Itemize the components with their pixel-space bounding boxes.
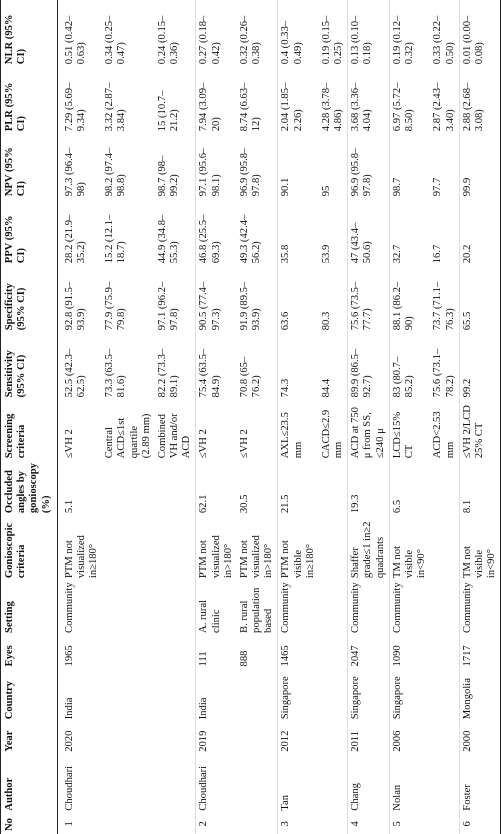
cell-sensitivity: 74.3 <box>280 378 292 398</box>
cell-year: 2019 <box>198 730 210 752</box>
cell-screening-criteria: ACD<2.53 mm <box>430 400 459 461</box>
cell-plr: 3.68 (3.36–4.04) <box>348 67 390 134</box>
cell-ppv: 44.9 (34.8–55.3) <box>155 199 196 266</box>
cell-npv: 97.3 (96.4–98) <box>63 147 87 197</box>
cell-npv: 99.9 <box>459 134 501 199</box>
cell-nlr: 0.19 (0.15–0.25) <box>319 0 348 67</box>
cell-screening-criteria: Central ACD≤1st quartile (2.89 mm) <box>104 413 152 459</box>
cell-sensitivity: 52.5 (42.3–62.5) <box>63 348 87 398</box>
cell-specificity: 97.1 (96.2–97.8) <box>155 266 196 333</box>
cell-npv: 97.7 <box>430 134 459 199</box>
cell-setting: Community <box>459 581 501 636</box>
cell-nlr: 0.32 (0.26–0.38) <box>237 0 278 67</box>
column-header-ppv: PPV (95% CI) <box>1 199 58 266</box>
cell-nlr: 0.33 (0.22–0.50) <box>430 0 459 67</box>
cell-setting: Community <box>348 581 390 636</box>
cell-setting: A. rural clinic <box>198 600 222 633</box>
cell-nlr: 0.34 (0.25–0.47) <box>104 15 128 65</box>
cell-ppv: 16.7 <box>430 199 459 266</box>
cell-setting: Community <box>391 582 403 633</box>
cell-sensitivity: 99.2 <box>459 333 501 400</box>
cell-setting <box>102 581 155 636</box>
cell-ppv: 15.2 (12.1–18.7) <box>104 214 128 264</box>
cell-gonioscopic-criteria: PTM not visualized in>180° <box>198 535 234 579</box>
cell-no: 2 <box>198 821 210 827</box>
cell-screening-criteria: ≤VH 2 <box>237 400 278 461</box>
cell-sensitivity: 70.8 (65–76.2) <box>237 333 278 400</box>
table-body <box>57 0 501 834</box>
cell-occluded-angles: 21.5 <box>280 494 292 514</box>
cell-occluded-angles <box>430 461 459 516</box>
cell-year <box>155 722 196 755</box>
cell-eyes: 1965 <box>63 645 75 667</box>
cell-gonioscopic-criteria <box>319 516 348 581</box>
cell-country <box>319 669 348 722</box>
cell-screening-criteria: ≤VH 2/LCD 25% CT <box>459 400 501 461</box>
cell-gonioscopic-criteria: TM not visible in<90° <box>391 546 428 579</box>
cell-nlr: 0.19 (0.12–0.32) <box>391 15 415 65</box>
cell-no <box>155 814 196 834</box>
cell-author <box>430 755 459 814</box>
cell-country <box>102 669 155 722</box>
cell-screening-criteria: ≤VH 2 <box>198 429 210 459</box>
cell-ppv: 47 (43.4–50.6) <box>348 199 390 266</box>
cell-gonioscopic-criteria: PTM not visualized in>180° <box>237 516 278 581</box>
cell-gonioscopic-criteria: Shaffer grade≤1 in≥2 quadrants <box>348 516 390 581</box>
cell-country: India <box>198 697 210 720</box>
cell-no: 3 <box>280 821 292 827</box>
cell-setting <box>430 581 459 636</box>
table-row <box>57 0 102 834</box>
cell-screening-criteria: Combined VH and/or ACD <box>155 400 196 461</box>
cell-author <box>102 755 155 814</box>
cell-sensitivity: 75.4 (63.5–84.9) <box>198 348 222 398</box>
cell-year <box>237 722 278 755</box>
cell-no <box>319 814 348 834</box>
table-row <box>459 0 501 834</box>
cell-author: Tan <box>280 794 292 811</box>
cell-specificity: 80.3 <box>319 266 348 333</box>
column-header-author: Author <box>1 755 58 814</box>
cell-no: 4 <box>348 814 390 834</box>
cell-specificity: 63.6 <box>280 311 292 331</box>
table-row <box>196 0 237 834</box>
cell-setting <box>319 581 348 636</box>
column-header-gonioscopic-criteria: Gonioscopic criteria <box>1 516 58 581</box>
cell-plr: 4.28 (3.78–4.86) <box>319 67 348 134</box>
cell-ppv: 32.7 <box>391 244 403 264</box>
column-header-screening-criteria: Screening criteria <box>1 400 58 461</box>
cell-setting: B. rural population based <box>237 581 278 636</box>
cell-author: Nolan <box>391 784 403 811</box>
cell-eyes: 1090 <box>391 645 403 667</box>
cell-country <box>237 669 278 722</box>
cell-nlr: 0.4 (0.33–0.49) <box>280 20 304 65</box>
cell-occluded-angles <box>319 461 348 516</box>
cell-sensitivity: 89.9 (86.5–92.7) <box>348 333 390 400</box>
cell-country: Singapore <box>391 676 403 720</box>
cell-npv: 96.9 (95.8–97.8) <box>348 134 390 199</box>
cell-eyes: 2047 <box>348 636 390 670</box>
cell-gonioscopic-criteria <box>430 516 459 581</box>
cell-plr: 8.74 (6.63–12) <box>237 67 278 134</box>
cell-author <box>319 755 348 814</box>
cell-no <box>430 814 459 834</box>
cell-gonioscopic-criteria: PTM not visualized in≥180° <box>63 535 100 579</box>
cell-sensitivity: 82.2 (73.3–89.1) <box>155 333 196 400</box>
table-row <box>102 0 155 834</box>
cell-ppv: 35.8 <box>280 244 292 264</box>
cell-author: Foster <box>459 755 501 814</box>
cell-sensitivity: 75.6 (73.1–78.2) <box>430 333 459 400</box>
cell-occluded-angles: 62.1 <box>198 494 210 514</box>
cell-eyes <box>102 636 155 670</box>
cell-specificity: 77.9 (75.9–79.8) <box>104 281 128 331</box>
column-header-npv: NPV (95% CI) <box>1 134 58 199</box>
cell-specificity: 91.9 (89.5–93.9) <box>237 266 278 333</box>
cell-no <box>237 814 278 834</box>
cell-specificity: 88.1 (86.2–90) <box>391 281 415 331</box>
cell-author <box>155 755 196 814</box>
cell-eyes: 1717 <box>459 636 501 670</box>
cell-country: India <box>63 697 75 720</box>
cell-no: 1 <box>63 821 75 827</box>
cell-ppv: 49.3 (42.4–56.2) <box>237 199 278 266</box>
cell-eyes <box>319 636 348 670</box>
cell-occluded-angles <box>155 461 196 516</box>
cell-country <box>155 669 196 722</box>
cell-sensitivity: 83 (80.7–85.2) <box>391 356 415 398</box>
cell-specificity: 65.5 <box>459 266 501 333</box>
table-row <box>348 0 390 834</box>
cell-eyes: 888 <box>237 636 278 670</box>
cell-plr: 2.87 (2.43–3.40) <box>430 67 459 134</box>
cell-no <box>102 814 155 834</box>
cell-plr: 7.29 (5.69–9.34) <box>63 82 87 132</box>
cell-gonioscopic-criteria: TM not visible in<90° <box>459 516 501 581</box>
column-header-year: Year <box>1 722 58 755</box>
cell-occluded-angles <box>102 461 155 516</box>
cell-year: 2006 <box>391 730 403 752</box>
cell-sensitivity: 73.3 (63.5–81.6) <box>104 348 128 398</box>
cell-plr: 3.32 (2.87–3.84) <box>104 82 128 132</box>
cell-occluded-angles: 6.5 <box>391 499 403 514</box>
column-header-specificity: Specificity (95% CI) <box>1 266 58 333</box>
cell-no: 6 <box>459 814 501 834</box>
cell-plr: 15 (10.7–21.2) <box>155 67 196 134</box>
column-header-eyes: Eyes <box>1 636 58 670</box>
cell-author <box>237 755 278 814</box>
cell-nlr: 0.13 (0.10–0.18) <box>348 0 390 67</box>
cell-country: Singapore <box>280 676 292 720</box>
cell-nlr: 0.27 (0.18–0.42) <box>198 15 222 65</box>
cell-screening-criteria: CACD≤2.9 mm <box>319 400 348 461</box>
table-row <box>430 0 459 834</box>
cell-year <box>319 722 348 755</box>
cell-plr: 6.97 (5.72–8.50) <box>391 82 415 132</box>
table-row <box>237 0 278 834</box>
cell-year: 2020 <box>63 730 75 752</box>
cell-author: Chang <box>348 755 390 814</box>
cell-plr: 7.94 (3.09–20) <box>198 82 222 132</box>
cell-eyes <box>430 636 459 670</box>
cell-occluded-angles: 8.1 <box>459 461 501 516</box>
cell-setting: Community <box>63 582 75 633</box>
cell-country: Singapore <box>348 669 390 722</box>
cell-npv: 97.1 (95.6–98.1) <box>198 147 222 197</box>
column-header-occluded-angles: Occluded angles by gonioscopy (%) <box>1 461 58 516</box>
cell-specificity: 73.7 (71.1–76.3) <box>430 266 459 333</box>
cell-ppv: 20.2 <box>459 199 501 266</box>
cell-eyes: 111 <box>198 651 210 667</box>
cell-screening-criteria: AXL≤23.5 mm <box>280 412 304 459</box>
cell-setting <box>155 581 196 636</box>
cell-npv: 96.9 (95.8–97.8) <box>237 134 278 199</box>
cell-year <box>102 722 155 755</box>
cell-screening-criteria: ≤VH 2 <box>63 429 75 459</box>
cell-year <box>430 722 459 755</box>
cell-npv: 98.7 <box>391 177 403 197</box>
cell-screening-criteria: ACD at 750 μ from SS, ≤240 μ <box>348 400 390 461</box>
cell-nlr: 0.51 (0.42–0.63) <box>63 15 87 65</box>
cell-plr: 2.88 (2.68–3.08) <box>459 67 501 134</box>
column-header-plr: PLR (95% CI) <box>1 67 58 134</box>
cell-eyes: 1465 <box>280 645 292 667</box>
cell-gonioscopic-criteria <box>102 516 155 581</box>
cell-npv: 95 <box>319 134 348 199</box>
table-row <box>155 0 196 834</box>
table-row <box>319 0 348 834</box>
column-header-nlr: NLR (95% CI) <box>1 0 58 67</box>
cell-no: 5 <box>391 821 403 827</box>
cell-screening-criteria: LCD≤15% CT <box>391 411 415 459</box>
column-header-no: No <box>1 814 58 834</box>
cell-npv: 90.1 <box>280 177 292 197</box>
cell-year: 2011 <box>348 722 390 755</box>
cell-eyes <box>155 636 196 670</box>
column-header-setting: Setting <box>1 581 58 636</box>
cell-specificity: 75.6 (73.5–77.7) <box>348 266 390 333</box>
cell-nlr: 0.01 (0.00–0.08) <box>459 0 501 67</box>
table-row <box>278 0 319 834</box>
cell-occluded-angles: 30.5 <box>237 461 278 516</box>
cell-npv: 98.2 (97.4–98.8) <box>104 147 128 197</box>
table-row <box>389 0 430 834</box>
cell-occluded-angles: 5.1 <box>63 499 75 514</box>
cell-npv: 98.7 (98–99.2) <box>155 134 196 199</box>
cell-setting: Community <box>280 582 292 633</box>
column-header-sensitivity: Sensitivity (95% CI) <box>1 333 58 400</box>
cell-author: Choudhari <box>63 765 75 811</box>
cell-specificity: 90.5 (77.4–97.3) <box>198 281 222 331</box>
cell-gonioscopic-criteria <box>155 516 196 581</box>
column-header-country: Country <box>1 669 58 722</box>
cell-ppv: 28.2 (21.9–35.2) <box>63 214 87 264</box>
cell-year: 2012 <box>280 730 292 752</box>
cell-ppv: 46.8 (25.5–69.3) <box>198 214 222 264</box>
cell-author: Choudhari <box>198 765 210 811</box>
cell-country <box>430 669 459 722</box>
cell-specificity: 92.8 (91.5–93.9) <box>63 281 87 331</box>
cell-year: 2000 <box>459 722 501 755</box>
cell-nlr: 0.24 (0.15–0.36) <box>155 0 196 67</box>
cell-plr: 2.04 (1.85–2.26) <box>280 82 304 132</box>
table-header <box>1 0 58 834</box>
cell-gonioscopic-criteria: PTM not visible in≥180° <box>280 540 316 579</box>
cell-sensitivity: 84.4 <box>319 333 348 400</box>
cell-occluded-angles: 19.3 <box>348 461 390 516</box>
cell-ppv: 53.9 <box>319 199 348 266</box>
cell-country: Mongolia <box>459 669 501 722</box>
